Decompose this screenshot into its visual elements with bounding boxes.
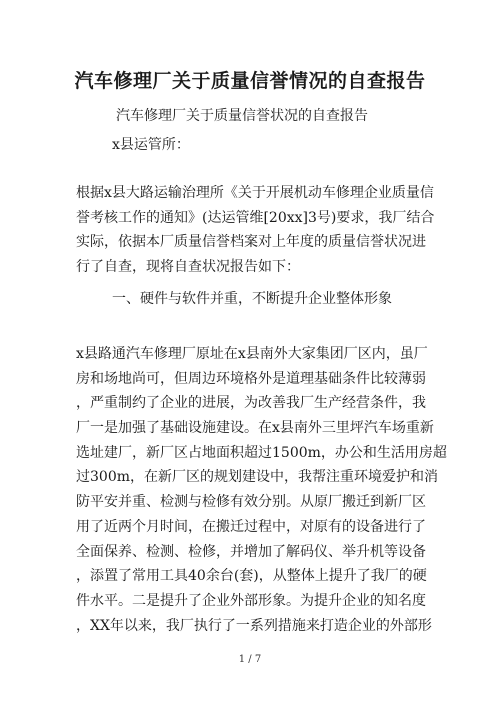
section-heading: 一、硬件与软件并重，不断提升企业整体形象 [112,291,392,307]
text-line: 厂一是加强了基础设施建设。在x县南外三里坪汽车场重新 [76,420,434,437]
document-subtitle: 汽车修理厂关于质量信誉状况的自查报告 [116,108,368,124]
text-line: 用了近两个月时间，在搬迁过程中，对原有的设备进行了 [76,518,426,535]
addressee: x县运管所： [112,137,190,153]
paragraph-section-one [76,342,447,638]
text-line: 根据x县大路运输治理所《关于开展机动车修理企业质量信 [76,185,434,201]
text-line: 全面保养、检测、检修，并增加了解码仪、举升机等设备 [76,543,426,560]
text-line: 誉考核工作的通知》(达运管维[20xx]3号)要求，我厂结合 [76,209,435,226]
paragraph-intro [76,181,436,280]
text-line: ，严重制约了企业的进展，为改善我厂生产经营条件，我 [76,395,426,412]
text-line: 房和场地尚可，但周边环境格外是道理基础条件比较薄弱 [76,370,426,387]
text-line: 行了自查，现将自查状况报告如下： [76,259,300,276]
text-line: x县路通汽车修理厂原址在x县南外大家集团厂区内，虽厂 [76,346,428,362]
text-line: 过300m，在新厂区的规划建设中，我帮注重环境爱护和消 [76,469,438,486]
text-line: 选址建厂，新厂区占地面积超过1500m，办公和生活用房超 [76,444,447,461]
text-line: 防平安并重、检测与检修有效分别。从原厂搬迁到新厂区 [76,494,426,511]
document-title: 汽车修理厂关于质量信誉情况的自查报告 [74,70,426,92]
text-line: 件水平。二是提升了企业外部形象。为提升企业的知名度 [76,592,426,609]
page-indicator: 1 / 7 [238,654,262,665]
text-line: 实际，依据本厂质量信誉档案对上年度的质量信誉状况进 [76,234,426,251]
text-line: ，XX年以来，我厂执行了一系列措施来打造企业的外部形 [76,617,432,634]
text-line: ，添置了常用工具40余台(套)，从整体上提升了我厂的硬 [76,568,427,585]
